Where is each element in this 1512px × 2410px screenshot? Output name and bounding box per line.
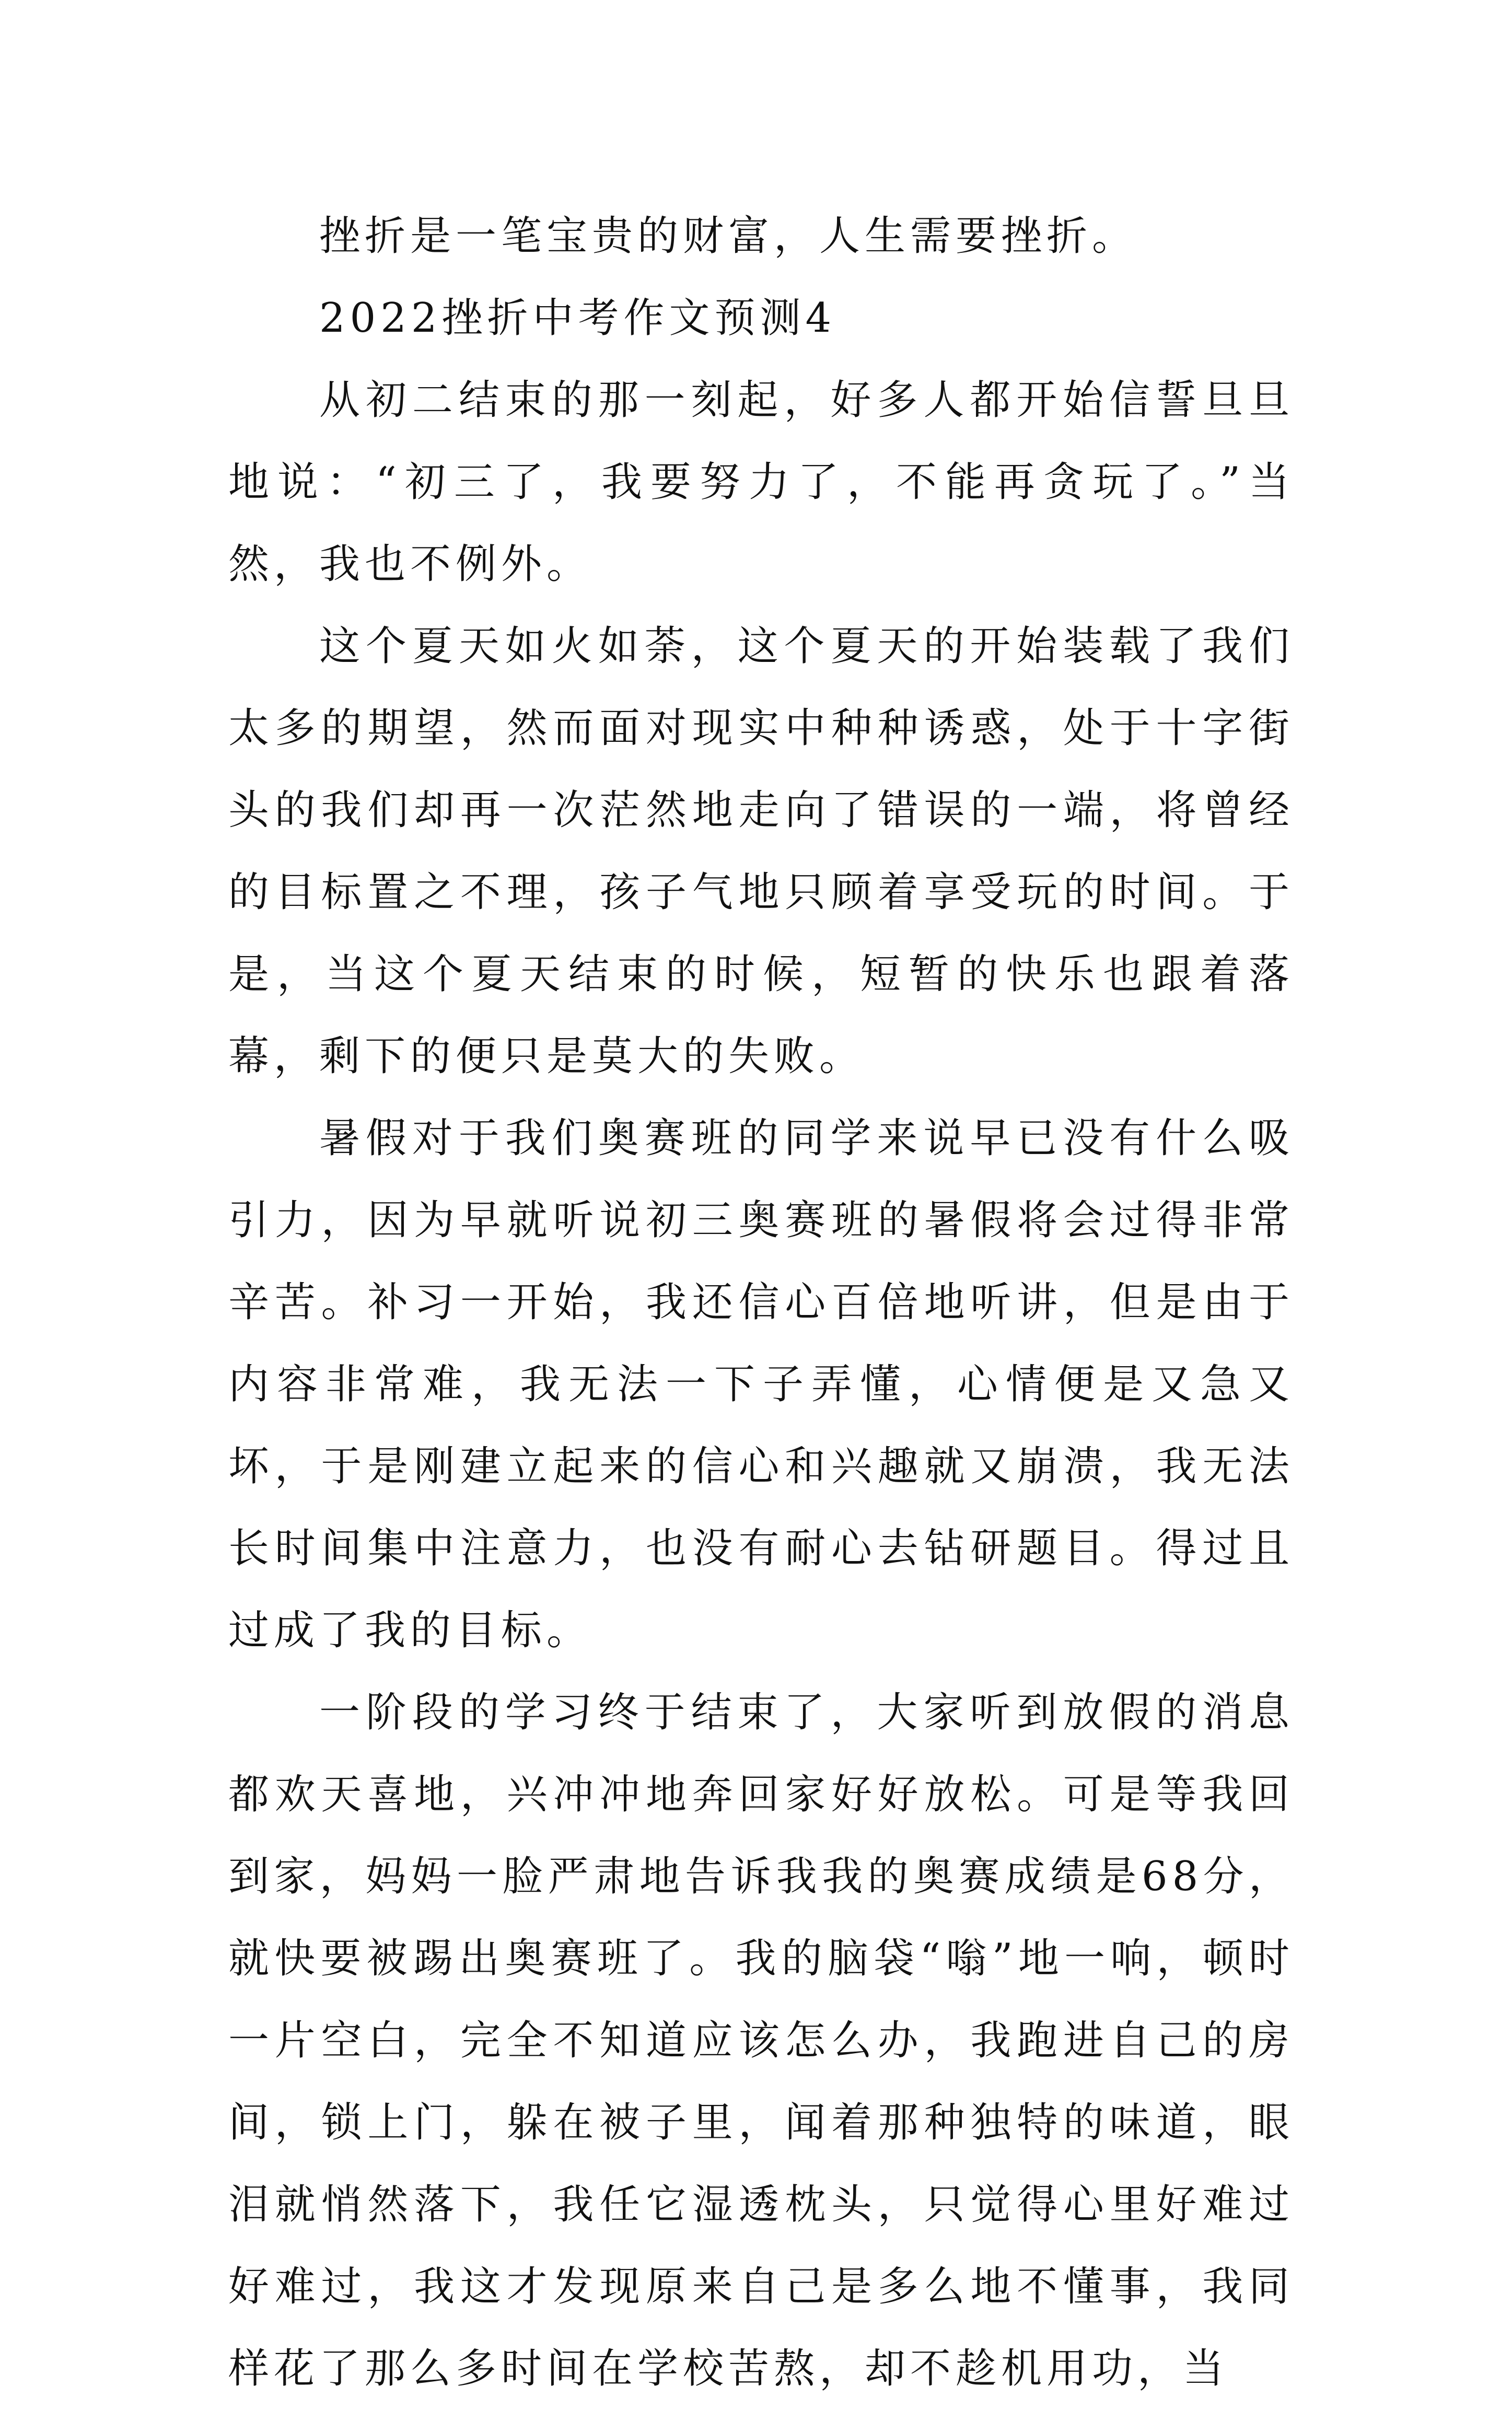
paragraph-3: 从初二结束的那一刻起，好多人都开始信誓旦旦地说：“初三了，我要努力了，不能再贪玩了。”当然，我也不例外。 [228,377,1294,588]
paragraph-4: 这个夏天如火如荼，这个夏天的开始装载了我们太多的期望，然而面对现实中种种诱惑，处于十字街头的我们却再一次茫然地走向了错误的一端，将曾经的目标置之不理，孩子气地只顾着享受玩的时间。于是，当这个夏天结束的时候，短暂的快乐也跟着落幕，剩下的便只是莫大的失败。 [228,623,1294,1080]
paragraph-6: 一阶段的学习终于结束了，大家听到放假的消息都欢天喜地，兴冲冲地奔回家好好放松。可是等我回到家，妈妈一脸严肃地告诉我我的奥赛成绩是68分，就快要被踢出奥赛班了。我的脑袋“嗡”地一响，顿时一片空白，完全不知道应该怎么办，我跑进自己的房间，锁上门，躲在被子里，闻着那种独特的味道，眼泪就悄然落下，我任它湿透枕头，只觉得心里好难过好难过，我这才发现原来自己是多么地不懂事，我同样花了那么多时间在学校苦熬，却不趁机用功，当 [228,1689,1294,2392]
essay-heading: 2022挫折中考作文预测4 [319,295,836,342]
paragraph-1: 挫折是一笔宝贵的财富，人生需要挫折。 [319,213,1138,260]
paragraph-5: 暑假对于我们奥赛班的同学来说早已没有什么吸引力，因为早就听说初三奥赛班的暑假将会过得非常辛苦。补习一开始，我还信心百倍地听讲，但是由于内容非常难，我无法一下子弄懂，心情便是又急又坏，于是刚建立起来的信心和兴趣就又崩溃，我无法长时间集中注意力，也没有耐心去钻研题目。得过且过成了我的目标。 [228,1115,1294,1654]
article-body [228,195,1294,2410]
